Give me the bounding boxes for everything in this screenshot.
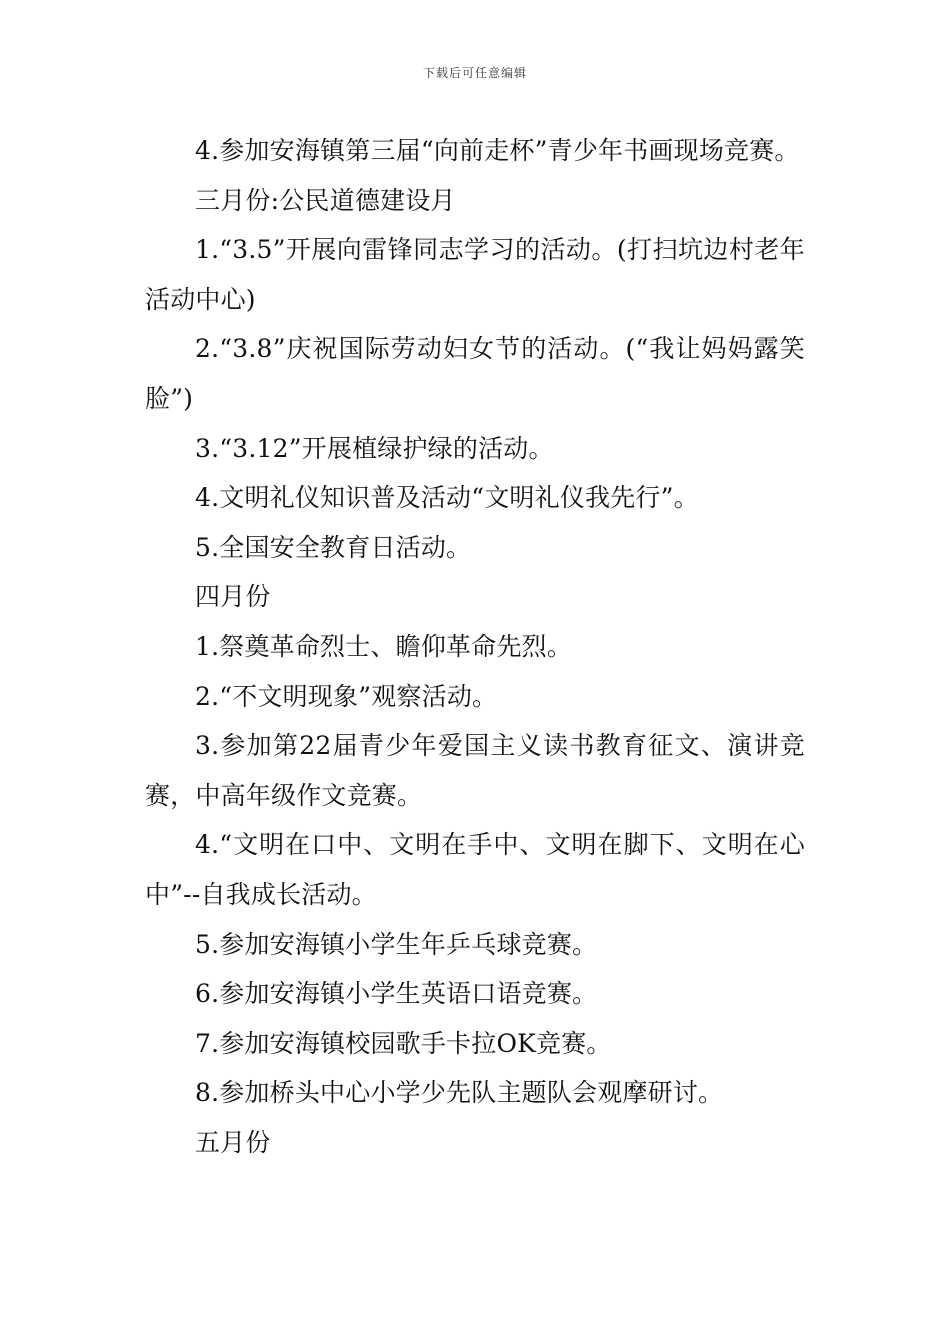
section-heading-may: 五月份 <box>195 1127 271 1157</box>
paragraph-etiquette: 4.文明礼仪知识普及活动“文明礼仪我先行”。 <box>195 483 699 513</box>
paragraph-safety-day: 5.全国安全教育日活动。 <box>195 532 472 562</box>
paragraph-english-oral: 6.参加安海镇小学生英语口语竞赛。 <box>195 979 598 1009</box>
section-heading-april: 四月份 <box>195 582 271 612</box>
page-header-note: 下载后可任意编辑 <box>422 66 527 80</box>
paragraph-martyrs: 1.祭奠革命烈士、瞻仰革命先烈。 <box>195 631 573 661</box>
paragraph-table-tennis: 5.参加安海镇小学生年乒乓球竞赛。 <box>195 929 598 959</box>
paragraph-lei-feng-day: 1.“3.5”开展向雷锋同志学习的活动。(打扫坑边村老年活动中心) <box>145 235 805 314</box>
document-body <box>145 126 805 1167</box>
paragraph-self-growth: 4.“文明在口中、文明在手中、文明在脚下、文明在心中”--自我成长活动。 <box>145 830 805 909</box>
section-heading-march: 三月份:公民道德建设月 <box>195 185 456 215</box>
paragraph-team-meeting: 8.参加桥头中心小学少先队主题队会观摩研讨。 <box>195 1078 724 1108</box>
paragraph-womens-day: 2.“3.8”庆祝国际劳动妇女节的活动。(“我让妈妈露笑脸”) <box>145 334 805 413</box>
paragraph-tree-planting: 3.“3.12”开展植绿护绿的活动。 <box>195 433 554 463</box>
paragraph-calligraphy-contest: 4.参加安海镇第三届“向前走杯”青少年书画现场竞赛。 <box>195 136 800 165</box>
paragraph-essay-contest: 3.参加第22届青少年爱国主义读书教育征文、演讲竞赛，中高年级作文竞赛。 <box>145 731 805 810</box>
paragraph-karaoke: 7.参加安海镇校园歌手卡拉OK竞赛。 <box>195 1028 612 1058</box>
paragraph-observation: 2.“不文明现象”观察活动。 <box>195 681 498 711</box>
